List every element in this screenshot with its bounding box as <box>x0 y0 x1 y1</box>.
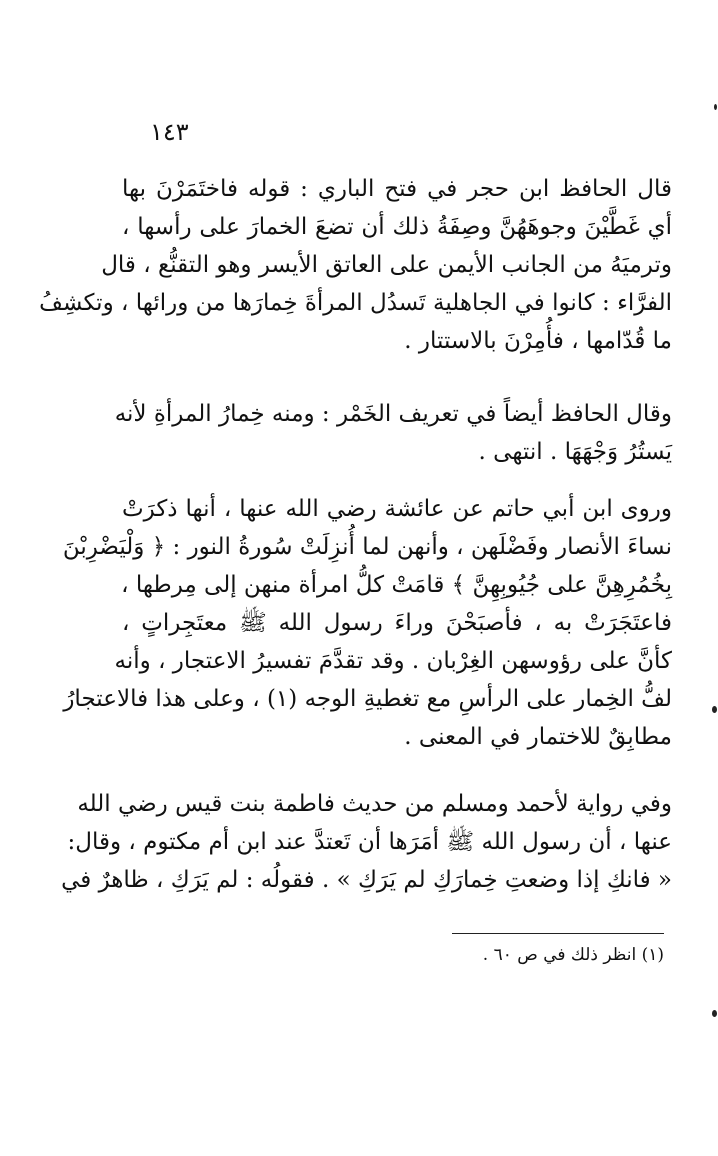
text-line: فاعتَجَرَتْ به ، فأصبَحْنَ وراءَ رسول الله ﷺ معتَجِراتٍ ، <box>122 610 672 636</box>
text-line: وفي رواية لأحمد ومسلم من حديث فاطمة بنت قيس رضي الله <box>77 791 672 817</box>
text-line: مطابِقٌ للاختمار في المعنى . <box>404 724 672 750</box>
footnote-divider <box>452 933 664 934</box>
paragraph-1 <box>39 170 672 360</box>
text-line: وروى ابن أبي حاتم عن عائشة رضي الله عنها ، أنها ذكرَتْ <box>122 496 672 522</box>
text-line: يَستُرُ وَجْهَهَا . انتهى . <box>478 439 672 465</box>
text-line: كأنَّ على رؤوسهن الغِرْبان . وقد تقدَّمَ تفسيرُ الاعتجار ، وأنه <box>114 648 672 674</box>
scan-mark <box>714 104 717 110</box>
text-line: بِخُمُرِهِنَّ على جُيُوبِهِنَّ ﴾ قامَتْ كلُّ امرأة منهن إلى مِرطها ، <box>121 572 672 598</box>
paragraph-4 <box>61 785 672 899</box>
text-line: لفُّ الخِمار على الرأسِ مع تغطيةِ الوجه (١) ، وعلى هذا فالاعتجارُ <box>63 686 672 712</box>
text-line: « فانكِ إذا وضعتِ خِمارَكِ لم يَرَكِ » . فقولُه : لم يَرَكِ ، ظاهرٌ في <box>61 867 672 893</box>
text-line: الفرَّاء : كانوا في الجاهلية تَسدُل المرأةَ خِمارَها من ورائها ، وتكشِفُ <box>39 290 672 316</box>
text-line: نساءَ الأنصار وفَضْلَهن ، وأنهن لما أُنزِلَتْ سُورةُ النور : ﴿ وَلْيَضْرِبْنَ <box>62 534 672 560</box>
scan-mark <box>712 706 717 713</box>
footnote: (١) انظر ذلك في ص ٦٠ . <box>482 945 664 965</box>
paragraph-2 <box>114 395 672 471</box>
text-line: قال الحافظ ابن حجر في فتح الباري : قوله فاختَمَرْنَ بها <box>122 176 672 202</box>
text-line: وترميَهُ من الجانب الأيمن على العاتق الأيسر وهو التقنُّع ، قال <box>101 252 672 278</box>
text-line: ما قُدّامها ، فأُمِرْنَ بالاستتار . <box>404 328 672 354</box>
paragraph-3 <box>62 490 672 756</box>
text-line: وقال الحافظ أيضاً في تعريف الخَمْر : ومنه خِمارُ المرأةِ لأنه <box>114 401 672 427</box>
text-line: عنها ، أن رسول الله ﷺ أمَرَها أن تَعتدَّ عند ابن أم مكتوم ، وقال: <box>67 829 672 855</box>
text-line: أي غَطَّيْنَ وجوهَهُنَّ وصِفَةُ ذلك أن تضعَ الخمارَ على رأسها ، <box>122 214 672 240</box>
page-number: ١٤٣ <box>150 118 189 146</box>
scan-mark <box>712 1010 717 1017</box>
